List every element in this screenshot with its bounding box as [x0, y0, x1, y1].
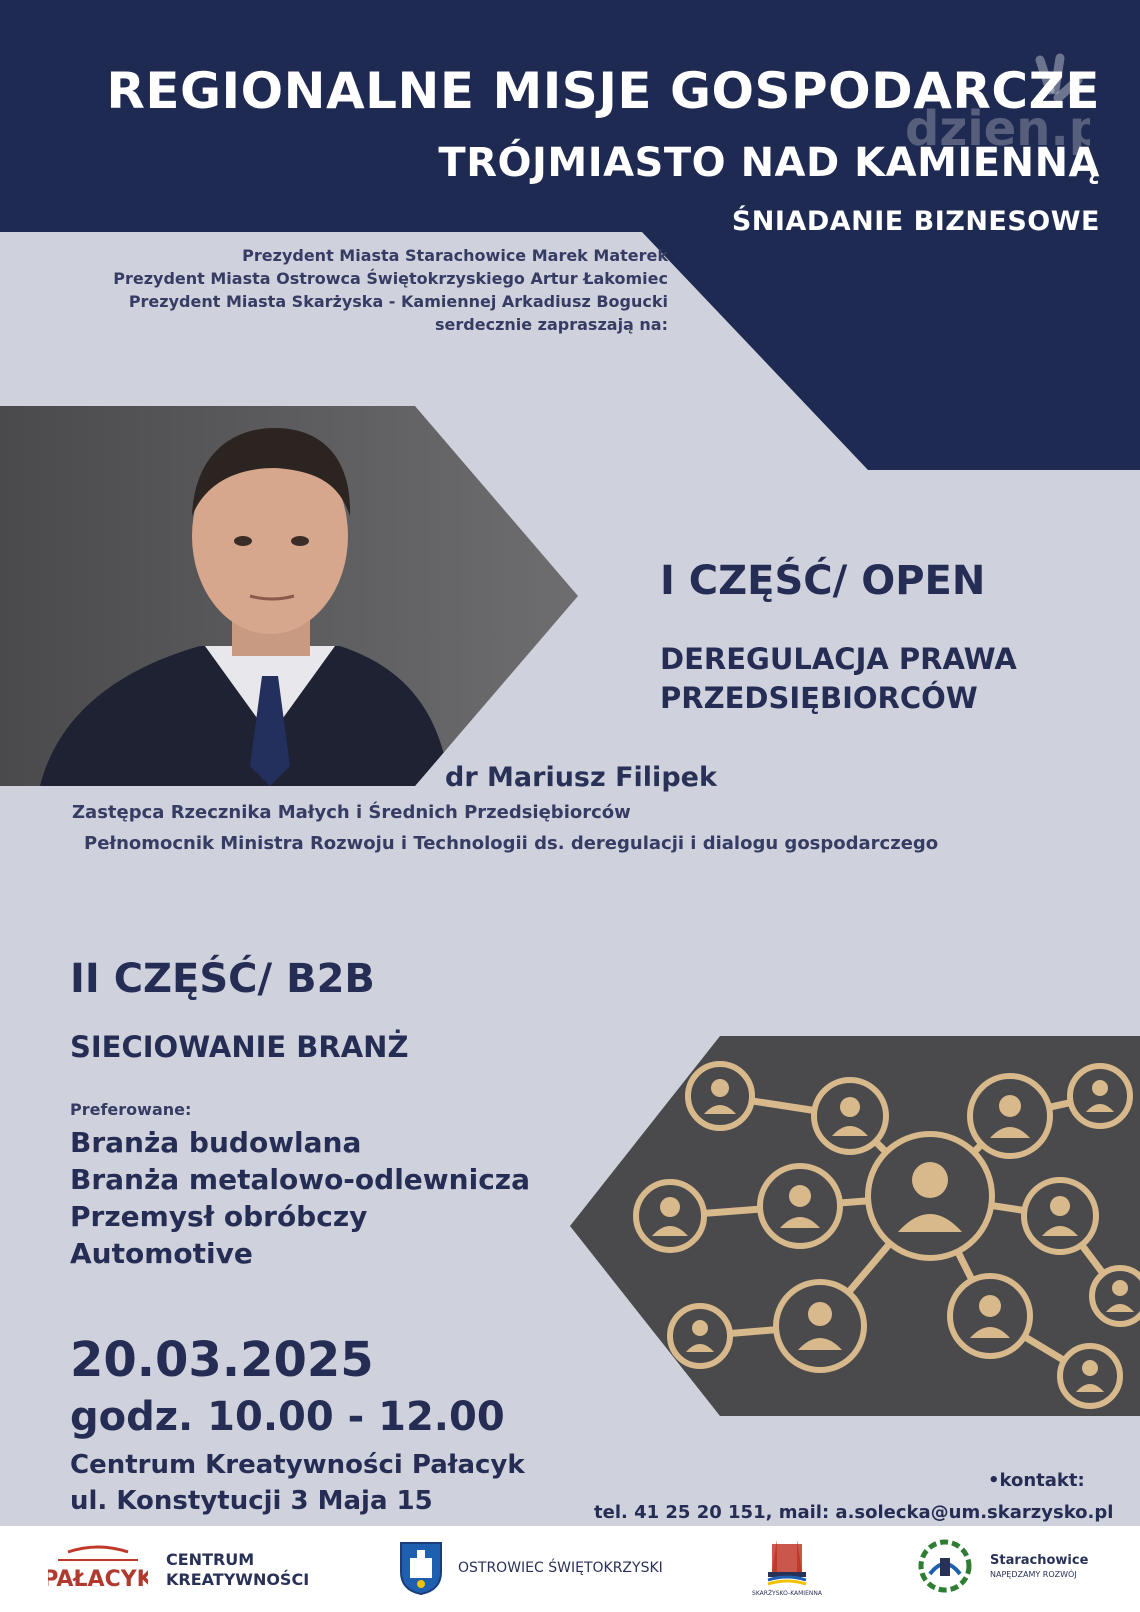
- starachowice-logo-icon: [910, 1536, 980, 1600]
- contact-details[interactable]: tel. 41 25 20 151, mail: a.solecka@um.skarzysko.pl: [594, 1502, 1114, 1523]
- main-title: REGIONALNE MISJE GOSPODARCZE: [106, 62, 1100, 120]
- speaker-name: dr Mariusz Filipek: [445, 762, 717, 793]
- speaker-photo: [0, 406, 580, 790]
- part2-title: II CZĘŚĆ/ B2B: [70, 956, 375, 1002]
- inviter-line: Prezydent Miasta Ostrowca Świętokrzyskiego Artur Łakomiec: [113, 269, 668, 288]
- part1-topic-line: DEREGULACJA PRAWA: [660, 642, 1017, 676]
- event-venue: Centrum Kreatywności Pałacyk: [70, 1450, 525, 1480]
- skarzysko-logo-icon: [742, 1532, 832, 1602]
- event-type: ŚNIADANIE BIZNESOWE: [731, 206, 1100, 237]
- ostrowiec-text: OSTROWIEC ŚWIĘTOKRZYSKI: [458, 1560, 663, 1576]
- logo-text-line: KREATYWNOŚCI: [166, 1570, 310, 1589]
- palacyk-text: [166, 1550, 309, 1590]
- preferred-item: Branża budowlana: [70, 1126, 362, 1159]
- skarzysko-text: SKARŻYSKO-KAMIENNA: [752, 1590, 822, 1597]
- subtitle: TRÓJMIASTO NAD KAMIENNĄ: [438, 140, 1100, 186]
- speaker-role: Pełnomocnik Ministra Rozwoju i Technologii ds. deregulacji i dialogu gospodarczego: [84, 833, 939, 854]
- palacyk-word: PAŁACYK: [48, 1567, 148, 1592]
- preferred-list: [70, 1124, 530, 1272]
- preferred-item: Branża metalowo-odlewnicza: [70, 1163, 530, 1196]
- preferred-item: Przemysł obróbczy: [70, 1200, 368, 1233]
- part1-topic: [660, 640, 1017, 718]
- event-date: 20.03.2025: [70, 1332, 374, 1388]
- preferred-item: Automotive: [70, 1237, 253, 1270]
- preferred-label: Preferowane:: [70, 1100, 192, 1119]
- inviter-line: Prezydent Miasta Starachowice Marek Materek: [242, 246, 668, 265]
- starachowice-text: [990, 1554, 1088, 1582]
- part1-topic-line: PRZEDSIĘBIORCÓW: [660, 681, 978, 715]
- part2-topic: SIECIOWANIE BRANŻ: [70, 1030, 409, 1064]
- event-address: ul. Konstytucji 3 Maja 15: [70, 1486, 433, 1516]
- ostrowiec-crest-icon: [398, 1540, 444, 1600]
- networking-image: [570, 1036, 1140, 1420]
- logo-text-line: NAPĘDZAMY ROZWÓJ: [990, 1570, 1077, 1579]
- event-hours: godz. 10.00 - 12.00: [70, 1394, 505, 1440]
- invitation-text: serdecznie zapraszają na:: [435, 315, 668, 334]
- contact-label: •kontakt:: [988, 1470, 1085, 1491]
- part1-title: I CZĘŚĆ/ OPEN: [660, 558, 986, 604]
- footer-logos: [0, 1526, 1140, 1612]
- palacyk-logo: [48, 1540, 148, 1600]
- logo-text-line: Starachowice: [990, 1553, 1089, 1568]
- speaker-role: Zastępca Rzecznika Małych i Średnich Przedsiębiorców: [72, 802, 631, 823]
- watermark-text: dzien.p: [905, 101, 1090, 157]
- inviter-line: Prezydent Miasta Skarżyska - Kamiennej Arkadiusz Bogucki: [128, 292, 668, 311]
- logo-text-line: CENTRUM: [166, 1550, 255, 1569]
- inviters-block: [0, 244, 668, 336]
